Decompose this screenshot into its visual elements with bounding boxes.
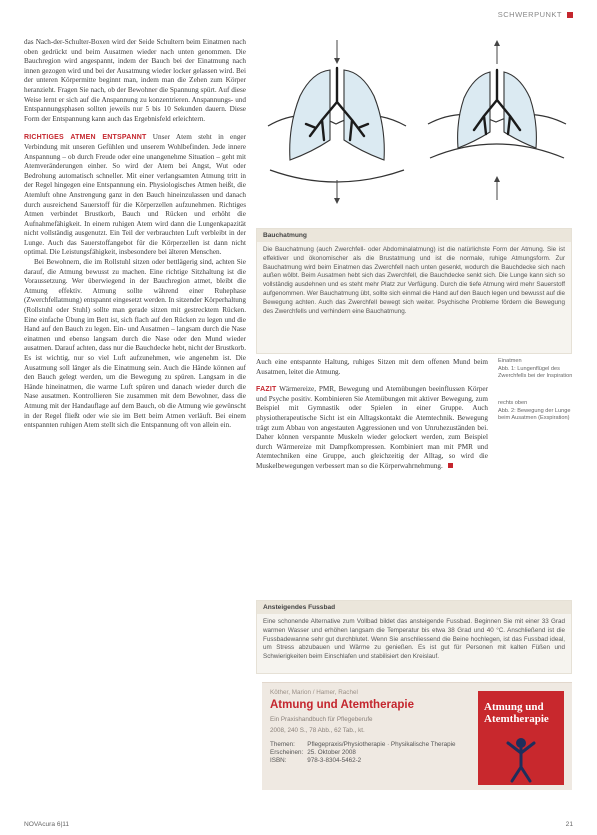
- bauchatmung-box: [256, 228, 572, 354]
- book-row: [270, 757, 460, 765]
- fussbad-title: Ansteigendes Fussbad: [257, 601, 571, 614]
- caption-2: [498, 400, 576, 423]
- book-author: Köther, Marion / Hamer, Rachel: [270, 689, 358, 696]
- book-promo: [262, 682, 572, 790]
- section-heading: RICHTIGES ATMEN ENTSPANNT: [24, 134, 147, 142]
- section-paragraph: [24, 133, 246, 258]
- lung-diagram: [262, 40, 572, 210]
- section-header: [498, 10, 573, 19]
- fussbad-box: [256, 600, 572, 674]
- fussbad-body: Eine schonende Alternative zum Vollbad bildet das ansteigende Fussbad. Beginnen Sie mit einer 33 Grad warmen Wasser und erhöhen langsam die Temperatur bis etwa 38 Grad und 40 °C. Anschließend ist die Fussbadewanne sehr gut durchblutet. Wenn Sie anschliessend die Beine hochlegen, ist das Fussbad ideal, um Stress abzubauen und Wärme zu genießen. Es ist gut für Personen mit kalten Füßen und Schwierigkeiten beim Einschlafen und stabilisiert den Kreislauf.: [263, 618, 565, 661]
- caption-1: [498, 358, 576, 381]
- end-mark-icon: [448, 463, 453, 468]
- cover-figure-icon: [478, 691, 564, 785]
- fazit-text: Wärmereize, PMR, Bewegung und Atemübungen beeinflussen Körper und Psyche positiv. Kombinieren Sie Atemübungen mit aktiver Bewegung, zum Beispiel mit Gymnastik oder Spielen in einer Gruppe. Auch physiotherapeutische Sicht ist ein Alltagskontakt die Atemtechnik. Bewegung trägt zum Abbau von angestauten Aggressionen und von Unruhezuständen bei. Daher können verspannte Muskeln wieder gelockert werden, zum Beispiel durch Wärmereize mit Dampfkompressen. Kombiniert man mit PMR und Atemtechniken eine Gruppe, auch gleichzeitig der Alltag, so wird die Muskelbewegungen verbessert man so die Körperwahrnehmung.: [256, 385, 489, 470]
- book-row-value: 25. Oktober 2008: [307, 749, 356, 756]
- lung-left-inhale: [268, 40, 406, 204]
- book-row: [270, 741, 460, 749]
- book-cover-title: Atmung und Atemtherapie: [484, 701, 549, 725]
- right-lead: Auch eine entspannte Haltung, ruhiges Sitzen mit dem offenen Mund beim Ausatmen, leitet die Atmung.: [256, 358, 488, 376]
- caption-2-text: Abb. 2: Bewegung der Lunge beim Ausatmen (Exspiration): [498, 407, 571, 422]
- lung-figure: [262, 40, 572, 210]
- book-row-value: Pflegepraxis/Physiotherapie · Physikalische Therapie: [307, 741, 456, 748]
- book-row-label: Themen:: [270, 741, 295, 748]
- fazit-paragraph: [256, 385, 488, 471]
- fazit-label: FAZIT: [256, 386, 277, 394]
- book-info: 2008, 240 S., 78 Abb., 62 Tab., kt.: [270, 727, 365, 734]
- bauchatmung-body: Die Bauchatmung (auch Zwerchfell- oder Abdominalatmung) ist die natürlichste Form der Atmung. Sie ist effektiver und ökonomischer als die Brustatmung und ist die normale, ruhige Atmungsform. Zur Bauchatmung wird beim Einatmen das Zwerchfell nach unten gesenkt, wodurch die Bauchdecke sich nach außen wölbt. Beim Ausatmen hebt sich das Zwerchfell, die Bauchdecke senkt sich. Die Lunge kann sich so vollständig ausdehnen und es steht mehr Platz zur Verfügung. Durch die tiefe Atmung wird mehr Sauerstoff aufgenommen. Wer Bauchatmung übt, sollte sich einmal die Hand auf den Bauch legen und bewusst auf die Bewegung achten. Auch das Zwerchfell bewegt sich weiter. Psychische Probleme fördern die Bewegung des Zwerchfells und verhindern eine Bauchatmung.: [263, 246, 565, 315]
- book-row-value: 978-3-8304-5462-2: [307, 757, 362, 764]
- book-row: [270, 749, 460, 757]
- left-column: [24, 38, 246, 826]
- caption-2-heading: rechts oben: [498, 400, 528, 406]
- book-details: [270, 741, 460, 765]
- bauchatmung-title: Bauchatmung: [257, 229, 571, 242]
- book-cover: [478, 691, 564, 785]
- page-number: 21: [565, 821, 573, 828]
- paragraph-2: Bei Bewohnern, die im Rollstuhl sitzen oder bettlägerig sind, achten Sie darauf, die Atmung bewusst zu machen. Eine richtige Sitzhaltung ist die Voraussetzung. Wer überwiegend in der Bauchregion atmet, bleibt die Atmung effektiv. Atmung sollte während einer Ruhephase (Zwerchfellatmung) entspannt eingesetzt werden. In sitzender Körperhaltung (Rollstuhl oder Stuhl) sollte man gerade sitzen mit gestrecktem Rücken. Eine einfache Übung im Bett ist, sich flach auf den Rücken zu legen und die Hand auf den Bauch zu legen. Ein- und Ausatmen – langsam durch die Nase einatmen und ebenso langsam durch die Nase oder den Mund wieder ausatmen. Darauf achten, dass nur die Bauchdecke hebt, nicht der Brustkorb. Es ist wichtig, nur so viel Luft aufzunehmen, wie angenehm ist. Die Ausatmung soll länger als die Einatmung sein. Auch die Hände können auf den Bauch gelegt werden, um die Bewegung zu spüren. Langsam in die Hände hineinatmen, die warme Luft spüren und danach wieder durch die Nase ausatmen. Kontrollieren Sie zusammen mit dem Bewohner, dass die Atmung mit der Handauflage auf dem Bauch, ob die Atmung wie gewünscht in der Regel fließt oder wie sie im Bett beim Atmen verläuft. Bei einem entspannten ruhigen Atem stellt sich die Entspannung oft von allein ein.: [24, 258, 246, 430]
- lung-right-exhale: [428, 40, 566, 200]
- caption-1-heading: Einatmen: [498, 358, 522, 364]
- intro-paragraph: das Nach-der-Schulter-Boxen wird der Seide Schultern beim Einatmen nach oben gedrückt und beim Ausatmen wieder nach unten genommen. Die Bauchregion wird angespannt, indem der Bauch bei der Einatmung nach innen gezogen wird und bei der Ausatmung wieder locker gelassen wird. Bei der unteren Körpermitte beginnt man, indem man die Zehen zum Körper heranzieht. Fragen Sie nach, ob der Bewohner die Spannung spürt. Auf diese Weise lernt er sich auf die Anspannung zu konzentrieren. Anspannungs- und Entspannungsphasen sollten jeweils nur 5 bis 10 Sekunden dauern. Diese Form der Entspannung kann auch das Ergebnisfeld erleichtern.: [24, 38, 246, 123]
- section-lead: Unser Atem steht in enger Verbindung mit unseren Gefühlen und unserem Wohlbefinden. Jede innere Anspannung – ob durch Freude oder eine unangenehme Situation – geht mit Atemveränderungen einher. So wird der Atem bei Angst, Wut oder Bedrohung automatisch schneller. Mit einer verlangsamten Atmung tritt in der Regel hingegen eine Entspannung ein. Physiologisches Atmen heißt, die Atemluft ohne Anstrengung ganz in den Bauch hineinzulassen und danach durch ausreichend Sauerstoff für die Körperzellen aufzunehmen. Richtiges Atmen verbindet Brustkorb, Bauch und Rücken und erhöht die Aufnahmefähigkeit. In einem ruhigen Atem wird dann die Lungenkapazität nicht vollständig ausgenutzt. Ein Teil der verbrauchten Luft verbleibt in der Lunge. Auch das Sauerstoffangebot für die Körperzellen ist dann nicht optimal. Die Leistungsfähigkeit, insbesondere bei älteren Menschen.: [24, 133, 246, 257]
- book-row-label: ISBN:: [270, 757, 287, 764]
- right-text-column: [256, 358, 488, 472]
- caption-1-text: Abb. 1: Lungenflügel des Zwerchfells bei der Inspiration: [498, 365, 573, 380]
- book-subtitle: Ein Praxishandbuch für Pflegeberufe: [270, 716, 373, 723]
- book-title: Atmung und Atemtherapie: [270, 699, 414, 711]
- red-square-icon: [567, 12, 573, 18]
- section-label: SCHWERPUNKT: [497, 10, 562, 19]
- book-row-label: Erscheinen:: [270, 749, 304, 756]
- footer-left: NOVAcura 6|11: [24, 821, 70, 828]
